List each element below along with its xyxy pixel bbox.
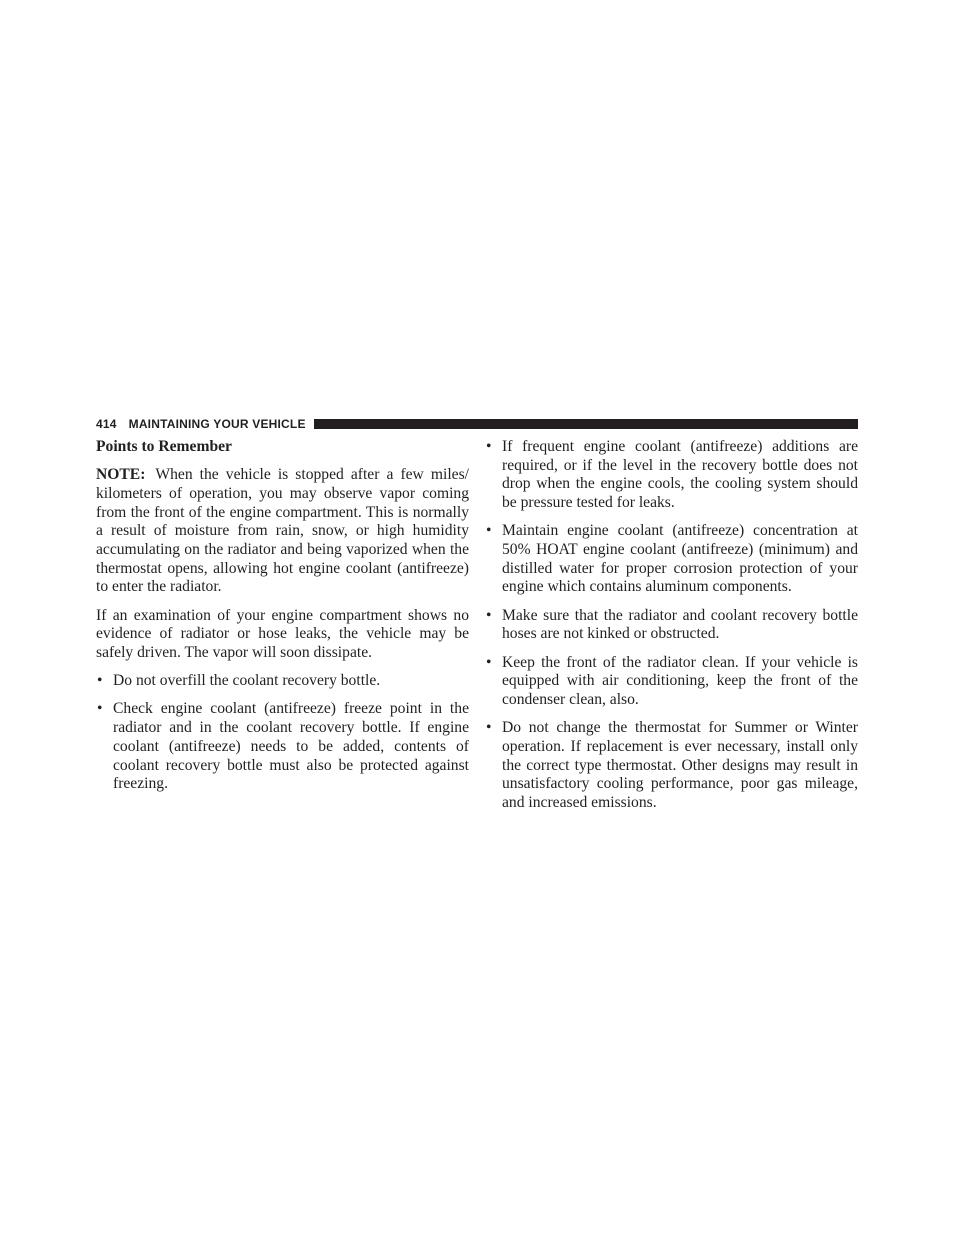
list-item-text: Keep the front of the radiator clean. If your vehicle is equipped with air conditioning, keep the front of the condenser clean, also. bbox=[502, 653, 858, 708]
list-item bbox=[485, 438, 858, 513]
list-item-text: Make sure that the radiator and coolant recovery bottle hoses are not kinked or obstructed. bbox=[502, 606, 858, 643]
page-header bbox=[96, 417, 858, 431]
bullet-icon: • bbox=[486, 438, 492, 455]
note-text: When the vehicle is stopped after a few miles/ kilometers of operation, you may observe vapor coming from the front of the engine compartment. This is normally a result of moisture from rain, snow, or high humidity accumulating on the radiator and being vaporized when the thermostat opens, allowing hot engine coolant (antifreeze) to enter the radiator. bbox=[96, 466, 469, 596]
list-item-text: Do not overfill the coolant recovery bottle. bbox=[113, 672, 381, 690]
left-column bbox=[96, 438, 469, 803]
page-number: 414 bbox=[96, 417, 117, 431]
list-item bbox=[96, 672, 469, 691]
bullet-list-left bbox=[96, 672, 469, 794]
list-item-text: If frequent engine coolant (antifreeze) additions are required, or if the level in the recovery bottle does not drop when the engine cools, the cooling system should be pressure tested for leaks. bbox=[502, 438, 858, 512]
bullet-icon: • bbox=[97, 700, 103, 718]
bullet-list-right bbox=[485, 438, 858, 813]
list-item bbox=[485, 719, 858, 813]
list-item bbox=[485, 654, 858, 710]
note-paragraph bbox=[96, 466, 469, 597]
list-item bbox=[485, 522, 858, 597]
list-item-text: Check engine coolant (antifreeze) freeze point in the radiator and in the coolant recovery bottle. If engine coolant (antifreeze) needs to be added, contents of coolant recovery bottle must also be protected against freezing. bbox=[113, 700, 469, 793]
note-label: NOTE: bbox=[96, 466, 146, 484]
bullet-icon: • bbox=[97, 672, 103, 690]
section-title: MAINTAINING YOUR VEHICLE bbox=[128, 417, 306, 431]
bullet-icon: • bbox=[486, 719, 492, 737]
list-item bbox=[96, 700, 469, 794]
header-rule bbox=[314, 419, 858, 429]
list-item-text: Do not change the thermostat for Summer or Winter operation. If replacement is ever necessary, install only the correct type thermostat. Other designs may result in unsatisfactory cooling performance, poor gas mileage, and increased emissions. bbox=[502, 719, 858, 811]
body-paragraph: If an examination of your engine compartment shows no evidence of radiator or hose leaks, the vehicle may be safely driven. The vapor will soon dissipate. bbox=[96, 606, 469, 662]
bullet-icon: • bbox=[486, 522, 492, 540]
list-item bbox=[485, 607, 858, 644]
list-item-text: Maintain engine coolant (antifreeze) concentration at 50% HOAT engine coolant (antifreeze) (minimum) and distilled water for proper corrosion protection of your engine which contains aluminum components. bbox=[502, 522, 858, 596]
section-heading: Points to Remember bbox=[96, 438, 232, 455]
bullet-icon: • bbox=[486, 606, 492, 624]
bullet-icon: • bbox=[486, 653, 492, 671]
right-column bbox=[485, 438, 858, 822]
